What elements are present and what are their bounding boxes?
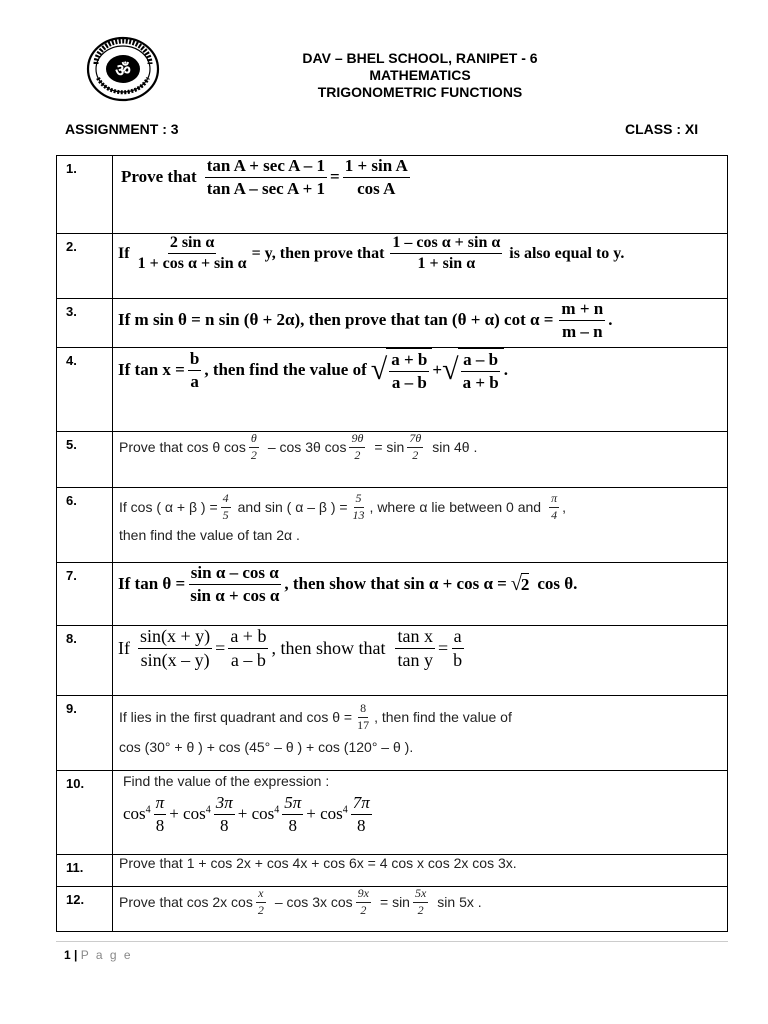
- q8-f4-den: b: [453, 649, 463, 670]
- q12-text-b: – cos 3x cos: [274, 894, 353, 911]
- q6-text-d: then find the value of tan 2α .: [119, 526, 300, 543]
- q9-den: 17: [357, 717, 370, 732]
- q4-if-text: If tan x =: [118, 360, 185, 380]
- svg-text:ॐ: ॐ: [115, 61, 131, 81]
- q4-root1-denominator: a – b: [391, 372, 427, 392]
- q4-root1-numerator: a + b: [389, 350, 429, 372]
- q8-fraction-3: [395, 626, 435, 670]
- question-row: [57, 696, 728, 771]
- q9-fraction: [355, 702, 371, 733]
- question-number: 3.: [66, 304, 77, 319]
- question-row: [57, 563, 728, 626]
- footer-separator: |: [74, 948, 78, 962]
- q5-text-a: Prove that cos θ cos: [119, 439, 246, 456]
- q1-rhs-fraction: [343, 156, 410, 198]
- question-row: 3. If m sin θ = n sin (θ + 2α), then prove that tan (θ + α) cot α = $\frac{m + n}{m - n}$ .: [57, 299, 728, 348]
- q10-f3-num: 5π: [282, 793, 303, 815]
- q4-fraction: [188, 349, 201, 391]
- q6-text-b: and sin ( α – β ) =: [237, 499, 348, 516]
- q3-numerator: m + n: [559, 299, 605, 321]
- question-number: 7.: [66, 568, 77, 583]
- q10-expression: $\cos^4$ $\frac{\pi}{8}$ + $\cos^4$ $\frac{3\pi}{8}$ + $\cos^4$ $\frac{5\pi}{8}$ + $\cos^4$ $\frac{7\pi}{8}$: [123, 793, 370, 835]
- assignment-label: ASSIGNMENT : 3: [65, 121, 179, 137]
- q6-f2-num: 5: [354, 492, 364, 508]
- q12-text-c: = sin: [380, 894, 410, 911]
- q2-end-text: is also equal to y.: [509, 244, 625, 262]
- q5-f1-den: 2: [250, 447, 257, 462]
- subject-title: MATHEMATICS: [369, 67, 471, 83]
- q8-f2-den: a – b: [230, 649, 266, 670]
- q6-f3-den: 4: [551, 507, 558, 522]
- question-row: [57, 855, 728, 887]
- page-label: P a g e: [80, 948, 133, 962]
- q2-if-text: If: [118, 244, 130, 262]
- q12-fraction-2: [356, 887, 371, 918]
- q11-text: Prove that 1 + cos 2x + cos 4x + cos 6x = 4 cos x cos 2x cos 3x.: [119, 855, 517, 871]
- q12-f3-num: 5x: [413, 887, 428, 903]
- q7-root-value: 2: [520, 575, 530, 595]
- question-number: 4.: [66, 353, 77, 368]
- q5-text-d: sin 4θ .: [432, 439, 478, 456]
- q12-fraction-3: [413, 887, 428, 918]
- q5-f3-den: 2: [412, 447, 419, 462]
- q5-f2-num: 9θ: [349, 432, 365, 448]
- question-number: 2.: [66, 239, 77, 254]
- q1-lhs-denominator: tan A – sec A + 1: [206, 178, 326, 198]
- q7-denominator: sin α + cos α: [190, 585, 280, 605]
- q9-text-c: cos (30° + θ ) + cos (45° – θ ) + cos (120° – θ ).: [119, 738, 414, 755]
- q9-text-a: If lies in the first quadrant and cos θ =: [119, 709, 353, 726]
- question-row: [57, 432, 728, 488]
- q2-numerator-1: 2 sin α: [168, 234, 217, 254]
- q1-lhs-fraction: [205, 156, 327, 198]
- q10-text: Find the value of the expression :: [123, 773, 330, 789]
- q2-second-fraction: [390, 234, 502, 274]
- question-number: 11.: [66, 860, 84, 875]
- q5-f1-num: θ: [249, 432, 259, 448]
- q5-fraction-1: [249, 432, 259, 463]
- q8-fraction-2: [228, 626, 268, 670]
- q7-if-text: If tan θ =: [118, 574, 186, 594]
- q8-f2-num: a + b: [228, 626, 268, 649]
- q3-fraction: [559, 299, 605, 341]
- school-name: DAV – BHEL SCHOOL, RANIPET - 6: [302, 50, 538, 66]
- q6-f1-den: 5: [222, 507, 229, 522]
- q8-f1-num: sin(x + y): [138, 626, 212, 649]
- q12-text-d: sin 5x .: [437, 894, 482, 911]
- q2-denominator-1: 1 + cos α + sin α: [137, 255, 247, 273]
- q7-show-text: , then show that sin α + cos α =: [284, 574, 507, 594]
- q8-if-text: If: [118, 637, 130, 658]
- question-number: 5.: [66, 437, 77, 452]
- q4-numerator: b: [188, 349, 201, 371]
- q4-root2-numerator: a – b: [461, 350, 500, 372]
- class-label: CLASS : XI: [625, 121, 699, 137]
- q5-text-c: = sin: [374, 439, 405, 456]
- q10-pow-2: 4: [205, 804, 211, 816]
- page-footer: [64, 948, 133, 962]
- q12-fraction-1: [256, 887, 266, 918]
- q4-root-2: √ $\frac{a - b}{a + b}$: [442, 348, 504, 392]
- q8-fraction-1: [138, 626, 212, 670]
- question-row: 1. Prove that $\frac{\text{tan A + sec A – 1}}{\text{tan A – sec A + 1}}$ = $\frac{\text{1 + sin A}}{\text{cos A}}$: [57, 156, 728, 234]
- footer-divider: [56, 941, 728, 942]
- q5-text-b: – cos 3θ cos: [267, 439, 347, 456]
- question-number: 10.: [66, 776, 85, 791]
- question-row: [57, 771, 728, 855]
- question-row: 6. If cos ( α + β ) = $\frac{4}{5}$ and sin ( α – β ) = $\frac{5}{13}$ , where α lie between 0 and $\frac{\pi}{4}$ , then find the value of tan 2α .: [57, 488, 728, 563]
- q1-lhs-numerator: tan A + sec A – 1: [205, 156, 327, 178]
- q10-f4-den: 8: [357, 815, 366, 835]
- q7-end-text: cos θ.: [537, 574, 578, 594]
- q10-f3-den: 8: [288, 815, 297, 835]
- question-row: 8. If $\frac{\sin(x + y)}{\sin(x - y)}$ = $\frac{a + b}{a - b}$ , then show that $\frac{\text{tan x}}{\text{tan y}}$ = $\frac{a}{b}$: [57, 626, 728, 696]
- q10-f1-den: 8: [155, 815, 165, 835]
- question-number: 12.: [66, 892, 85, 907]
- q2-mid-text: = y, then prove that: [251, 244, 385, 262]
- q6-text-c: , where α lie between 0 and: [369, 499, 542, 516]
- q8-f3-num: tan x: [395, 626, 435, 649]
- question-number: 1.: [66, 161, 77, 176]
- q10-pow-3: 4: [274, 804, 280, 816]
- q10-pow-4: 4: [342, 804, 348, 816]
- q4-root-1: √ $\frac{a + b}{a - b}$: [371, 348, 433, 392]
- q12-f1-den: 2: [257, 902, 264, 917]
- q1-rhs-denominator: cos A: [357, 178, 396, 198]
- q2-first-fraction: [136, 234, 249, 274]
- q6-fraction-2: [351, 492, 367, 523]
- q6-f2-den: 13: [352, 507, 365, 522]
- q6-f1-num: 4: [221, 492, 231, 508]
- q10-pow-1: 4: [145, 804, 151, 816]
- q3-text: If m sin θ = n sin (θ + 2α), then prove that tan (θ + α) cot α =: [118, 310, 554, 330]
- q6-text-a: If cos ( α + β ) =: [119, 499, 218, 516]
- q12-f1-num: x: [256, 887, 265, 903]
- q6-f3-num: π: [549, 492, 559, 508]
- q1-prove-text: Prove that: [121, 167, 197, 187]
- q2-denominator-2: 1 + sin α: [417, 255, 476, 273]
- q2-numerator-2: 1 – cos α + sin α: [390, 234, 502, 254]
- q9-num: 8: [358, 702, 368, 718]
- page-number: 1: [64, 948, 71, 962]
- question-row: [57, 887, 728, 932]
- q7-numerator: sin α – cos α: [189, 563, 281, 585]
- q7-fraction: [188, 563, 281, 605]
- question-row: 4. If tan x = $\frac{b}{a}$ , then find the value of √ $\frac{a + b}{a - b}$ + √ $\frac{a - b}{a + b}$ .: [57, 348, 728, 432]
- q5-fraction-2: [349, 432, 365, 463]
- q9-text-b: , then find the value of: [374, 709, 512, 726]
- q12-f3-den: 2: [417, 902, 424, 917]
- q10-f2-num: 3π: [214, 793, 235, 815]
- q6-fraction-3: [549, 492, 559, 523]
- q12-f2-num: 9x: [356, 887, 371, 903]
- q8-f1-den: sin(x – y): [140, 649, 210, 670]
- q4-root2-denominator: a + b: [462, 372, 499, 392]
- q10-f1-num: π: [154, 793, 167, 815]
- q8-fraction-4: [451, 626, 464, 670]
- q8-f4-num: a: [452, 626, 464, 649]
- q3-denominator: m – n: [562, 321, 603, 341]
- q4-denominator: a: [190, 371, 199, 391]
- question-number: 9.: [66, 701, 77, 716]
- question-row: [57, 234, 728, 299]
- questions-table: [56, 155, 728, 932]
- q12-text-a: Prove that cos 2x cos: [119, 894, 253, 911]
- q12-f2-den: 2: [360, 902, 367, 917]
- question-number: 8.: [66, 631, 77, 646]
- q10-f4-num: 7π: [351, 793, 372, 815]
- q7-root: √ 2: [510, 573, 530, 596]
- q5-fraction-3: [407, 432, 423, 463]
- topic-title: TRIGONOMETRIC FUNCTIONS: [317, 84, 523, 100]
- q5-f2-den: 2: [354, 447, 361, 462]
- q8-show-text: , then show that: [271, 637, 386, 658]
- q5-f3-num: 7θ: [407, 432, 423, 448]
- q6-fraction-1: [221, 492, 231, 523]
- q4-find-text: , then find the value of: [204, 360, 367, 380]
- q1-rhs-numerator: 1 + sin A: [343, 156, 410, 178]
- question-number: 6.: [66, 493, 77, 508]
- q10-f2-den: 8: [219, 815, 229, 835]
- q8-f3-den: tan y: [397, 649, 433, 670]
- school-logo: [86, 36, 160, 102]
